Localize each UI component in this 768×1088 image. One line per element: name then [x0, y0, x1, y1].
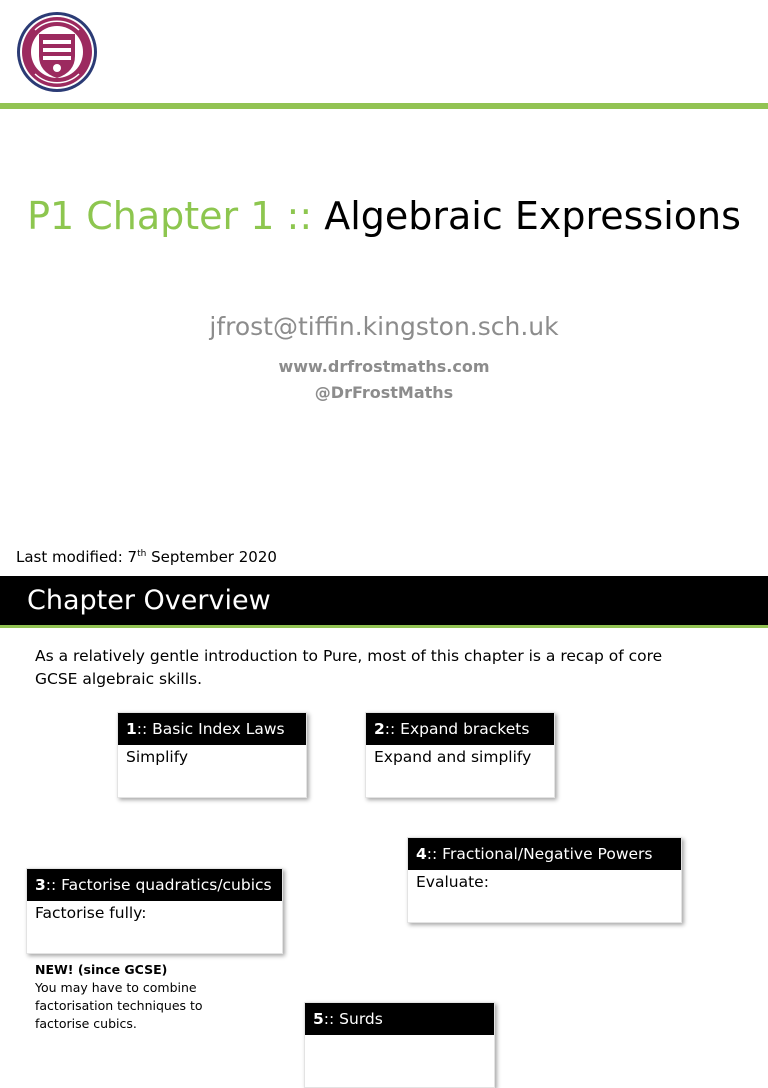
card-title: Fractional/Negative Powers	[442, 845, 653, 863]
section-card-5[interactable]	[304, 1002, 495, 1088]
card-body	[305, 1035, 494, 1041]
twitter-handle[interactable]: @DrFrostMaths	[314, 383, 454, 402]
author-links	[0, 354, 768, 406]
school-crest-logo	[15, 10, 99, 94]
card-number: 3	[35, 876, 46, 894]
card-separator: ::	[384, 720, 401, 738]
modified-prefix: Last modified: 7	[16, 548, 138, 566]
card-separator: ::	[136, 720, 153, 738]
card-title: Factorise quadratics/cubics	[61, 876, 272, 894]
card-number: 2	[374, 720, 385, 738]
card-body: Evaluate:	[416, 873, 489, 891]
card-header	[27, 869, 282, 901]
chapter-overview-slide	[0, 576, 768, 1031]
overview-intro: As a relatively gentle introduction to Pure, most of this chapter is a recap of core GCSE algebraic skills.	[35, 647, 663, 688]
card-number: 1	[126, 720, 137, 738]
title-accent: P1 Chapter 1 ::	[27, 194, 313, 238]
overview-divider	[0, 625, 768, 628]
card-number: 4	[416, 845, 427, 863]
card-separator: ::	[426, 845, 443, 863]
card-separator: ::	[45, 876, 62, 894]
note-body: You may have to combine factorisation techniques to factorise cubics.	[35, 980, 203, 1031]
section-card-2[interactable]	[365, 712, 555, 798]
card-title: Surds	[339, 1010, 383, 1028]
card-body: Simplify	[126, 748, 189, 766]
website-link[interactable]: www.drfrostmaths.com	[278, 357, 490, 376]
card-body: Factorise fully:	[35, 904, 147, 922]
overview-title: Chapter Overview	[27, 585, 271, 616]
card-header	[305, 1003, 494, 1035]
modified-suffix: September 2020	[146, 548, 277, 566]
card-title: Basic Index Laws	[152, 720, 285, 738]
overview-header-bar	[0, 576, 768, 625]
modified-sup: th	[137, 549, 147, 559]
card-body: Expand and simplify	[374, 748, 532, 766]
card-number: 5	[313, 1010, 324, 1028]
card-header	[408, 838, 681, 870]
section-card-4[interactable]	[407, 837, 682, 923]
author-email[interactable]: jfrost@tiffin.kingston.sch.uk	[209, 312, 559, 341]
card-header	[366, 713, 554, 745]
last-modified	[16, 548, 277, 566]
card-header	[118, 713, 306, 745]
title-main: Algebraic Expressions	[324, 194, 741, 238]
header-divider	[0, 103, 768, 109]
card-title: Expand brackets	[400, 720, 530, 738]
card-separator: ::	[323, 1010, 340, 1028]
note-title: NEW! (since GCSE)	[35, 962, 168, 977]
new-since-gcse-note	[35, 961, 235, 1033]
presentation-title	[0, 188, 768, 245]
section-card-1[interactable]	[117, 712, 307, 798]
section-card-3[interactable]	[26, 868, 283, 954]
